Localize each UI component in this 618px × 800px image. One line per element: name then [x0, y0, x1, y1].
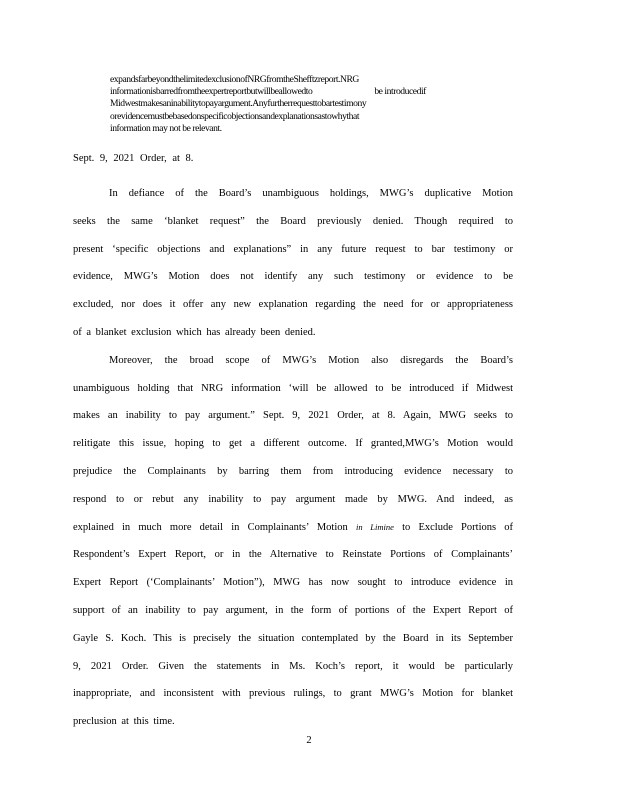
paragraph-2-line: respond to or rebut any inability to pay argument made by MWG. And indeed, as — [73, 493, 513, 505]
paragraph-2-line: 9, 2021 Order. Given the statements in Ms. Koch’s report, it would be particularly — [73, 660, 513, 672]
quote-line: informationisbarredfromtheexpertreportbutwillbeallowedto be introducedif — [110, 86, 426, 98]
italic-in-limine: in Limine — [355, 521, 394, 532]
paragraph-2-line: Moreover, the broad scope of MWG’s Motion also disregards the Board’s — [109, 354, 513, 366]
quote-line: information may not be relevant. — [110, 122, 222, 134]
quote-line: orevidencemustbebasedonspecificobjectionsandexplanationsastowhythat — [110, 110, 360, 122]
paragraph-1-line: evidence, MWG’s Motion does not identify any such testimony or evidence to be — [73, 271, 513, 283]
paragraph-1-line: seeks the same ‘blanket request” the Board previously denied. Though required to — [73, 215, 513, 227]
body-text — [73, 180, 513, 736]
paragraph-2-line: Gayle S. Koch. This is precisely the situation contemplated by the Board in its September — [73, 632, 513, 644]
paragraph-2-line: Respondent’s Expert Report, or in the Alternative to Reinstate Portions of Complainants’ — [73, 549, 513, 561]
paragraph-2-line: preclusion at this time. — [73, 716, 175, 728]
quote-line: Midwestmakesaninabilitytopayargument.Anyfurtherrequesttobartestimony — [110, 98, 367, 110]
page-number: 2 — [306, 735, 312, 746]
quote-line: expandsfarbeyondthelimitedexclusionofNRGfromtheShefftzreport.NRG — [110, 74, 359, 85]
paragraph-2-line: Expert Report (‘Complainants’ Motion”), MWG has now sought to introduce evidence in — [73, 577, 513, 589]
citation: Sept. 9, 2021 Order, at 8. — [73, 153, 194, 164]
paragraph-2-line: relitigate this issue, hoping to get a different outcome. If granted,MWG’s Motion would — [73, 438, 513, 450]
paragraph-2-line: inappropriate, and inconsistent with previous rulings, to grant MWG’s Motion for blanket — [73, 688, 513, 700]
paragraph-2-line: explained in much more detail in Complainants’ Motion in Limine to Exclude Portions of — [73, 521, 514, 533]
paragraph-2-line: prejudice the Complainants by barring them from introducing evidence necessary to — [73, 465, 513, 477]
paragraph-2-line: makes an inability to pay argument.” Sept. 9, 2021 Order, at 8. Again, MWG seeks to — [73, 410, 513, 422]
paragraph-1-line: In defiance of the Board’s unambiguous holdings, MWG’s duplicative Motion — [109, 188, 513, 199]
block-quote — [110, 74, 470, 135]
paragraph-2-line: unambiguous holding that NRG information ‘will be allowed to be introduced if Midwest — [73, 382, 513, 394]
paragraph-1-line: of a blanket exclusion which has already been denied. — [73, 326, 316, 338]
paragraph-1-line: present ‘specific objections and explanations” in any future request to bar testimony or — [73, 243, 513, 255]
paragraph-2-line: support of an inability to pay argument, in the form of portions of the Expert Report of — [73, 604, 513, 616]
paragraph-1-line: excluded, nor does it offer any new explanation regarding the need for or appropriateness — [73, 299, 513, 311]
